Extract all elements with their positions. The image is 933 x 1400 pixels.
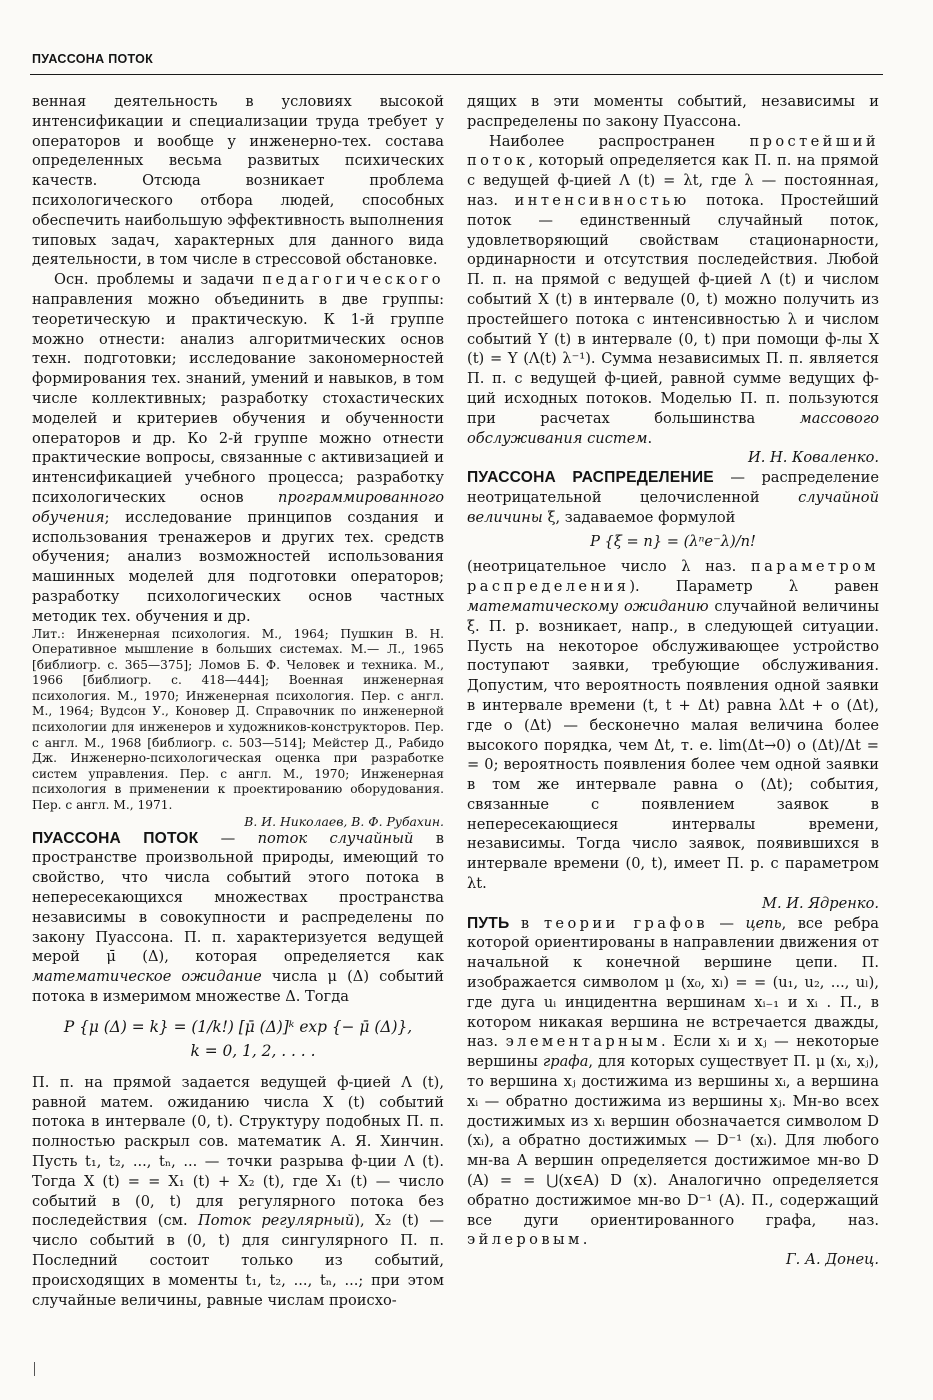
literature-list: Лит.: Инженерная психология. М., 1964; Пушкин В. Н. Оперативное мышление в больших системах. М.— Л., 1965 [библиогр. с. 365—375]; Ломов Б. Ф. Человек и техника. М., 1966 [библиогр. с. 418—444]; Военная инженерная психология. М., 1970; Инженерная психология. Пер. с англ. М., 1964; Вудсон У., Коновер Д. Справочник по инженерной психологии для инженеров и художников-конструкторов. Пер. с англ. М., 1968 [библиогр. с. 503—514]; Мейстер Д., Рабидо Дж. Инженерно-психологическая оценка при разработке систем управления. Пер. с англ. М., 1970; Инженерная психология в применении к проектированию оборудования. Пер. с англ. М., 1971.	[32, 626, 444, 813]
author-signature: В. И. Николаев, В. Ф. Рубахин.	[244, 813, 444, 829]
text-run: Осн. проблемы и задачи	[54, 271, 255, 289]
spaced-term: теории графов	[543, 914, 708, 932]
entry-headword: ПУАССОНА ПОТОК	[32, 829, 199, 847]
cross-reference[interactable]: поток случайный	[257, 829, 414, 847]
author-signature: Г. А. Донец.	[786, 1251, 879, 1269]
cross-reference[interactable]: массового обслуживания систем	[467, 409, 879, 447]
paragraph-continuation: дящих в эти моменты событий, независимы и распределены по закону Пуассона.	[467, 93, 879, 130]
text-run: числа μ (Δ) событий потока в измеримом множестве Δ. Тогда	[32, 968, 444, 1006]
spaced-term: элементарным	[505, 1033, 661, 1051]
spaced-term: педагогического	[262, 271, 444, 289]
text-run: , для которых существует П. μ (xᵢ, xⱼ), то вершина xⱼ достижима из вершины xᵢ, а вершина xᵢ — обратно достижима из вершины xⱼ. Мн-во всех достижимых из xᵢ вершин обозначается символом D (xᵢ), а обратно достижимых — D⁻¹ (xᵢ). Для любого мн-ва A вершин определяется достижимое мн-во D (A) = = ⋃(x∈A) D (x). Аналогично определяется обратно достижимое мн-во D⁻¹ (A). П., содержащий все дуги ориентированного графа, наз.	[467, 1053, 879, 1229]
cross-reference[interactable]: цепь	[745, 914, 782, 932]
author-signature: И. Н. Коваленко.	[748, 449, 879, 467]
text-run: ), X₂ (t) — число событий в (0, t) для сингулярного П. п. Последний состоит только из событий, происходящих в моменты t₁, t₂, ..., tₙ, ...; при этом случайные величины, равные числам происхо-	[32, 1212, 444, 1309]
spaced-term: параметром распределения	[467, 558, 880, 596]
cross-reference[interactable]: математическое ожидание	[32, 968, 262, 986]
cross-reference[interactable]: графа	[542, 1053, 589, 1071]
paragraph-problems	[32, 270, 444, 626]
cross-reference[interactable]: математическому ожиданию	[467, 597, 709, 615]
right-column	[467, 92, 879, 1270]
text-run: (неотрицательное число λ наз.	[467, 558, 737, 576]
text-run: потока. Простейший поток — единственный случайный поток, удовлетворяющий свойствам стационарности, ординарности и отсутствия последействия. Любой П. п. на прямой с ведущей ф-цией Λ (t) и числом событий X (t) в интервале (0, t) можно получить из простейшего потока с интенсивностью λ и числом событий Y (t) в интервале (0, t) при помощи ф-лы X (t) = Y (Λ(t) λ⁻¹). Сумма независимых П. п. является П. п. с ведущей ф-цией, равной сумме ведущих ф-ций исходных потоков. Моделью П. п. пользуются при расчетах большинства	[467, 191, 880, 427]
formula-poisson-distribution: P {ξ = n} = (λⁿe⁻λ)/n!	[590, 532, 756, 550]
text-run: .	[582, 1231, 588, 1249]
cross-reference[interactable]: Поток регулярный	[198, 1212, 355, 1230]
entry-headword: ПУТЬ	[467, 914, 510, 932]
left-column	[32, 92, 444, 1310]
cross-reference[interactable]: случайной величины	[467, 488, 879, 526]
entry-path	[467, 914, 879, 1251]
text-run: —	[198, 829, 258, 847]
entry-headword: ПУАССОНА РАСПРЕДЕЛЕНИЕ	[467, 469, 714, 487]
entry-poisson-flow	[32, 829, 444, 1007]
spaced-term: простейший поток	[467, 132, 879, 170]
text-run: — распределение неотрицательной целочисленной	[467, 469, 879, 506]
text-run: направления можно объединить в две группы: теоретическую и практическую. К 1-й группе можно отнести: анализ алгоритмических основ техн. подготовки; исследование закономерностей формирования тех. знаний, умений и навыков, в том числе коллективных; разработку стохастических моделей и критериев обучения и обученности операторов и др. Ко 2-й группе можно отнести практические вопросы, связанные с активизацией и интенсификацией учебного процесса; разработку психологических основ	[32, 290, 444, 506]
formula-line: P {μ (Δ) = k} = (1/k!) [μ̄ (Δ)]ᵏ exp {− μ̄ (Δ)},	[63, 1017, 413, 1036]
formula-poisson-flow	[32, 1015, 444, 1063]
text-run: , все ребра которой ориентированы в направлении движения от начальной к конечной вершине цепи. П. изображается символом μ (x₀, xₗ) = = (u₁, u₂, ..., uₗ), где дуга uᵢ инцидентна вершинам xᵢ₋₁ и xᵢ . П., в котором никакая вершина не встречается дважды, наз.	[467, 914, 879, 1051]
text-run: ). Параметр λ равен	[629, 578, 879, 596]
text-run: ; исследование принципов создания и использования тренажеров и других тех. средств обучения; анализ возможностей использования машинных моделей для подготовки операторов; разработку психологических основ частных методик тех. обучения и др.	[32, 508, 444, 625]
page-edge-mark	[34, 1362, 41, 1376]
text-run: —	[708, 914, 746, 932]
text-run: . Если xᵢ и xⱼ — некоторые вершины	[467, 1033, 880, 1071]
spaced-term: эйлеровым	[467, 1231, 583, 1249]
spaced-term: интенсивностью	[514, 191, 690, 209]
paragraph-continuation: венная деятельность в условиях высокой интенсификации и специализации труда требует у операторов и вообще у инженерно-тех. состава определенных весьма развитых психических качеств. Отсюда возникает проблема психологического отбора людей, способных обеспечить наибольшую эффективность выполнения типовых задач, характерных для данного вида деятельности, в том числе в стрессовой обстановке.	[32, 93, 444, 269]
formula-line: k = 0, 1, 2, . . . .	[190, 1041, 316, 1060]
spaced-term: в	[520, 914, 533, 932]
text-run: ξ, задаваемое формулой	[542, 508, 736, 526]
running-head: ПУАССОНА ПОТОК	[32, 52, 154, 66]
paragraph-line-flow	[32, 1073, 444, 1311]
cross-reference[interactable]: программированного обучения	[32, 488, 444, 526]
text-run: Наиболее распространен	[489, 132, 716, 150]
text-run: .	[647, 429, 653, 447]
text-run: , который определяется как П. п. на прямой с ведущей ф-цией Λ (t) = λt, где λ — постоянная, наз.	[467, 152, 879, 209]
text-run: в пространстве произвольной природы, имеющий то свойство, что числа событий этого потока в непересекающихся множествах пространства независимы в совокупности и распределены по закону Пуассона. П. п. характеризуется ведущей мерой μ̄ (Δ), которая определяется как	[32, 829, 444, 966]
author-signature: М. И. Ядренко.	[762, 894, 879, 912]
text-run: П. п. на прямой задается ведущей ф-цией Λ (t), равной матем. ожиданию числа X (t) событий потока в интервале (0, t). Структуру подобных П. п. полностью раскрыл сов. математик А. Я. Хинчин. Пусть t₁, t₂, ..., tₙ, ... — точки разрыва ф-ции Λ (t). Тогда X (t) = = X₁ (t) + X₂ (t), где X₁ (t) — число событий в (0, t) для регулярного потока без последействия (см.	[32, 1073, 444, 1230]
paragraph-parameter	[467, 557, 879, 894]
header-rule	[30, 74, 883, 75]
entry-poisson-distribution	[467, 468, 879, 527]
text-run: случайной величины ξ. П. р. возникает, напр., в следующей ситуации. Пусть на некоторое обслуживающее устройство поступают заявки, требующие обслуживания. Допустим, что вероятность появления одной заявки в интервале времени (t, t + Δt) равна λΔt + o (Δt), где o (Δt) — бесконечно малая величина более высокого порядка, чем Δt, т. е. lim(Δt→0) o (Δt)/Δt = = 0; вероятность появления более чем одной заявки в том же интервале равна o (Δt); события, связанные с появлением заявок в непересекающиеся интервалы времени, независимы. Тогда число заявок, появившихся в интервале времени (0, t), имеет П. р. с параметром λt.	[467, 597, 879, 893]
paragraph-simplest-flow	[467, 132, 879, 449]
